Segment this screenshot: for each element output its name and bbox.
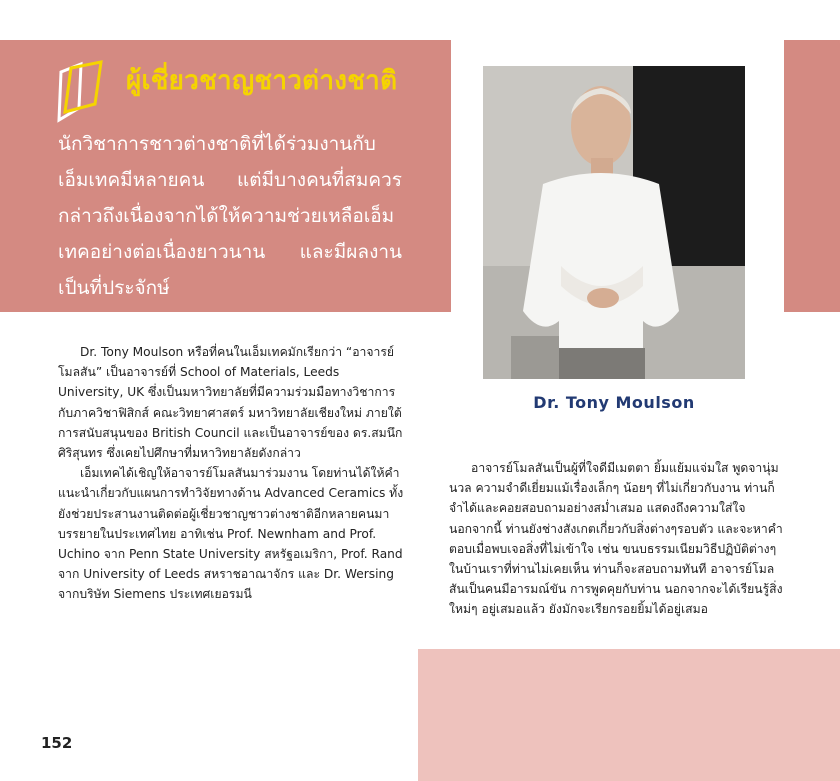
left-paragraph-1: Dr. Tony Moulson หรือที่คนในเอ็มเทคมักเรียกว่า “อาจารย์โมลสัน” เป็นอาจารย์ที่ School of Materials, Leeds University, UK ซึ่งเป็นมหาวิทยาลัยที่มีความร่วมมือทางวิชาการกับภาควิชาฟิสิกส์ คณะวิทยาศาสตร์ มหาวิทยาลัยเชียงใหม่ ภายใต้การสนับสนุนของ British Council และเป็นอาจารย์ของ ดร.สมนึก ศิริสุนทร ซึ่งเคยไปศึกษาที่มหาวิทยาลัยดังกล่าว <box>58 345 403 461</box>
right-column <box>449 458 788 620</box>
document-frame-icon <box>55 58 111 124</box>
photo-caption: Dr. Tony Moulson <box>533 393 695 412</box>
intro-text <box>58 126 402 306</box>
left-paragraph-2: เอ็มเทคได้เชิญให้อาจารย์โมลสันมาร่วมงาน โดยท่านได้ให้คำแนะนำเกี่ยวกับแผนการทำวิจัยทางด้าน Advanced Ceramics ทั้งยังช่วยประสานงานติดต่อผู้เชี่ยวชาญชาวต่างชาติอีกหลายคนมาบรรยายในประเทศไทย อาทิเช่น Prof. Newnham and Prof. Uchino จาก Penn State University สหรัฐอเมริกา, Prof. Rand จาก University of Leeds สหราชอาณาจักร และ Dr. Wersing จากบริษัท Siemens ประเทศเยอรมนี <box>58 466 404 602</box>
decorative-block <box>418 649 840 781</box>
page-number: 152 <box>41 734 73 752</box>
portrait-photo <box>483 66 745 379</box>
intro-paragraph: นักวิชาการชาวต่างชาติที่ได้ร่วมงานกับเอ็มเทคมีหลายคน แต่มีบางคนที่สมควรกล่าวถึงเนื่องจากได้ให้ความช่วยเหลือเอ็มเทคอย่างต่อเนื่องยาวนาน และมีผลงานเป็นที่ประจักษ์ <box>58 133 402 299</box>
left-column <box>58 342 404 605</box>
page-heading: ผู้เชี่ยวชาญชาวต่างชาติ <box>126 66 398 96</box>
right-paragraph-1: อาจารย์โมลสันเป็นผู้ที่ใจดีมีเมตตา ยิ้มแย้มแจ่มใส พูดจานุ่มนวล ความจำดีเยี่ยมแม้เรื่องเล็กๆ น้อยๆ ที่ไม่เกี่ยวกับงาน ท่านก็จำได้และคอยสอบถามอย่างสม่ำเสมอ แสดงถึงความใส่ใจ นอกจากนี้ ท่านยังช่างสังเกตเกี่ยวกับสิ่งต่างๆรอบตัว และจะหาคำตอบเมื่อพบเจอสิ่งที่ไม่เข้าใจ เช่น ขนบธรรมเนียมวิธีปฏิบัติต่างๆ ในบ้านเราที่ท่านไม่เคยเห็น ท่านก็จะสอบถามทันที อาจารย์โมลสันเป็นคนมีอารมณ์ขัน การพูดคุยกับท่าน นอกจากจะได้เรียนรู้สิ่งใหม่ๆ อยู่เสมอแล้ว ยังมักจะเรียกรอยยิ้มได้อยู่เสมอ <box>449 461 783 617</box>
